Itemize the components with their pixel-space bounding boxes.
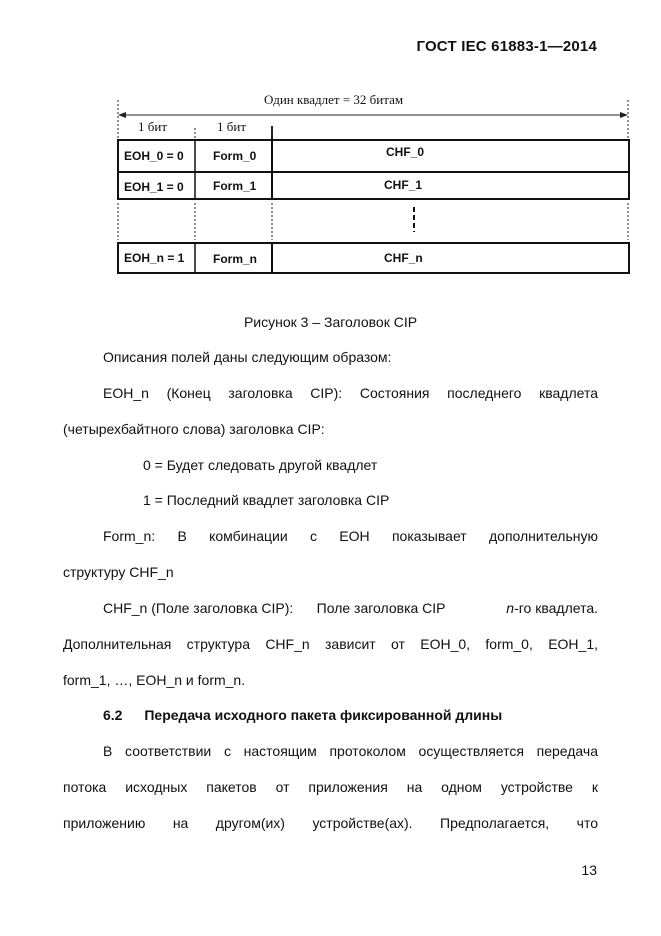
quadlet-span-label: Один квадлет = 32 битам <box>264 92 404 107</box>
chf-definition-italic-n: n <box>506 600 515 616</box>
bit-label-eoh: 1 бит <box>138 119 168 134</box>
section-number: 6.2 <box>103 707 123 723</box>
cell-chf-0: CHF_0 <box>386 145 425 159</box>
cell-form-1: Form_1 <box>213 179 257 193</box>
cell-chf-n: CHF_n <box>384 251 423 265</box>
section-heading <box>103 707 502 723</box>
chf-definition-text-rest <box>506 600 598 616</box>
eoh-definition-line1: EOH_n (Конец заголовка CIP): Состояния последнего квадлета <box>103 385 598 401</box>
cip-header-diagram <box>0 0 661 300</box>
cell-eoh-n: EOH_n = 1 <box>124 251 185 265</box>
document-header: ГОСТ IEC 61883-1—2014 <box>416 38 597 55</box>
eoh-definition-line2: (четырехбайтного слова) заголовка CIP: <box>63 421 325 437</box>
chf-definition-text-b: -го квадлета. <box>514 600 598 616</box>
chf-definition-line3: form_1, …, EOH_n и form_n. <box>63 672 246 688</box>
bit-label-form: 1 бит <box>217 119 247 134</box>
chf-definition-line1 <box>103 600 598 616</box>
cell-form-n: Form_n <box>213 252 258 266</box>
paragraph-fields-intro: Описания полей даны следующим образом: <box>103 349 392 365</box>
span-arrow-left-head <box>118 112 126 118</box>
page-number: 13 <box>581 862 597 878</box>
cell-eoh-0: EOH_0 = 0 <box>124 149 184 163</box>
span-arrow-right-head <box>620 112 628 118</box>
figure-caption: Рисунок 3 – Заголовок CIP <box>243 314 418 330</box>
transfer-paragraph-line1: В соответствии с настоящим протоколом осуществляется передача <box>103 743 598 759</box>
chf-definition-line2: Дополнительная структура CHF_n зависит от EOH_0, form_0, EOH_1, <box>63 636 598 652</box>
chf-definition-text-a: CHF_n (Поле заголовка CIP): Поле заголовка CIP <box>103 600 450 616</box>
eoh-value-0: 0 = Будет следовать другой квадлет <box>143 457 378 473</box>
cell-chf-1: CHF_1 <box>384 178 423 192</box>
cell-form-0: Form_0 <box>213 149 257 163</box>
cell-eoh-1: EOH_1 = 0 <box>124 180 184 194</box>
form-definition-line2: структуру CHF_n <box>63 564 174 580</box>
form-definition-line1: Form_n: В комбинации с EOH показывает дополнительную <box>103 528 598 544</box>
transfer-paragraph-line3: приложению на другом(их) устройстве(ах). Предполагается, что <box>63 815 598 831</box>
eoh-value-1: 1 = Последний квадлет заголовка CIP <box>143 492 390 508</box>
section-title: Передача исходного пакета фиксированной длины <box>144 707 503 723</box>
transfer-paragraph-line2: потока исходных пакетов от приложения на одном устройстве к <box>63 779 598 795</box>
